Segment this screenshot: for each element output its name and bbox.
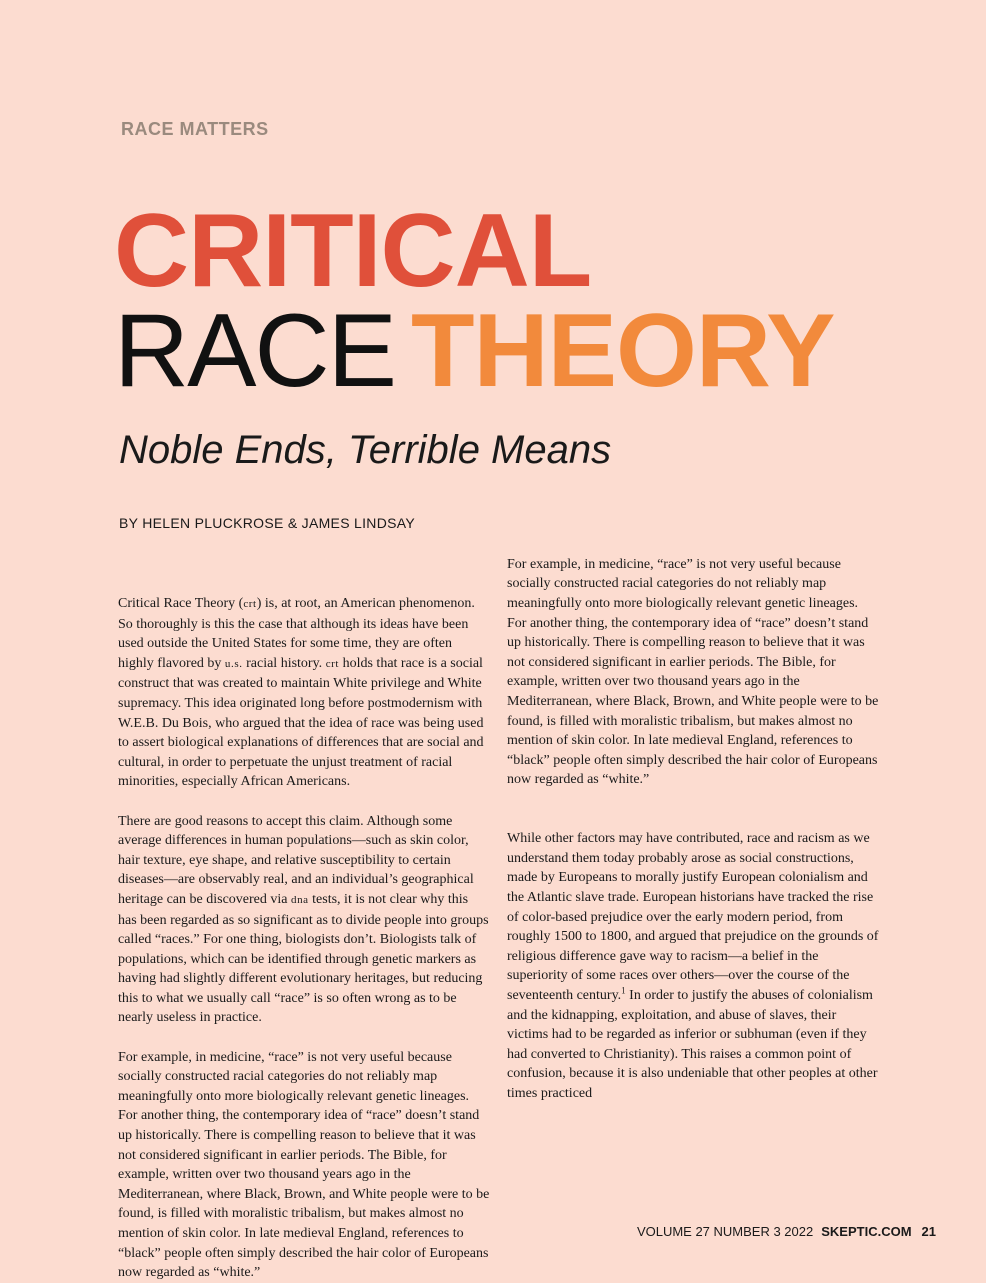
issue-info: VOLUME 27 NUMBER 3 2022 (636, 1224, 814, 1239)
paragraph-4: While other factors may have contributed, race and racism as we understand them today probably arose as social constructions, made by Europeans to morally justify European colonialism and the Atlantic slave trade. European historians have tracked the rise of color-based prejudice over the early modern period, from roughly 1500 to 1800, and argued that prejudice on the grounds of religious difference gave way to racism—a belief in the superiority of some races over others—over the course of the seventeenth century.$^1$ In order to justify the abuses of colonialism and the kidnapping, exploitation, and abuse of slaves, their victims had to be regarded as inferior or subhuman (even if they had converted to Christianity). This raises a common point of confusion, because it is also undeniable that other peoples at other times practiced (507, 831, 879, 1101)
paragraph-2: There are good reasons to accept this claim. Although some average differences in human populations—such as skin color, hair texture, eye shape, and relative susceptibility to certain diseases—are observably real, and an individual’s geographical heritage can be discovered via dna tests, it is not clear why this has been regarded as so significant as to divide people into groups called “races.” For one thing, biologists don’t. Biologists talk of populations, which can be identified through genetic markers as having had slightly different evolutionary heritages, but reducing this to what we usually call “race” is so often wrong as to be nearly useless in practice. (118, 813, 489, 1026)
paragraph-1: Critical Race Theory (crt) is, at root, an American phenomenon. So thoroughly is this the case that although its ideas have been used outside the United States for some time, they are often highly flavored by u.s. racial history. crt holds that race is a social construct that was created to maintain White privilege and White supremacy. This idea originated long before postmodernism with W.E.B. Du Bois, who argued that the idea of race was being used to assert biological explanations of differences that are social and cultural, in order to perpetuate the unjust treatment of racial minorities, especially African Americans. (118, 596, 484, 790)
body-column-right (507, 556, 879, 1123)
footnote-marker: 1 (621, 985, 626, 996)
byline: BY HELEN PLUCKROSE & JAMES LINDSAY (119, 515, 415, 531)
abbr-dna: dna (290, 893, 309, 906)
paragraph-3: For example, in medicine, “race” is not very useful because socially constructed racial categories do not reliably map meaningfully onto more biologically relevant genetic lineages. For another thing, the contemporary idea of “race” doesn’t stand up historically. There is compelling reason to believe that it was not considered significant in earlier periods. The Bible, for example, written over two thousand years ago in the Mediterranean, where Black, Brown, and White people were to be found, is filled with moralistic tribalism, but makes almost no mention of skin color. In late medieval England, references to “black” people often simply described the hair color of Europeans now regarded as “white.” (118, 1049, 490, 1281)
paragraph-3-continued: For example, in medicine, “race” is not very useful because socially constructed racial categories do not reliably map meaningfully onto more biologically relevant genetic lineages. For another thing, the contemporary idea of “race” doesn’t stand up historically. There is compelling reason to believe that it was not considered significant in earlier periods. The Bible, for example, written over two thousand years ago in the Mediterranean, where Black, Brown, and White people were to be found, is filled with moralistic tribalism, but makes almost no mention of skin color. In late medieval England, references to “black” people often simply described the hair color of Europeans now regarded as “white.” (507, 556, 879, 788)
page-number: 21 (921, 1224, 936, 1239)
title-race: RACE (114, 293, 395, 409)
title-critical: CRITICAL (114, 193, 592, 309)
body-column-left (118, 594, 490, 1281)
abbr-crt: crt (243, 598, 257, 610)
abbr-crt: crt (325, 657, 340, 670)
section-label: RACE MATTERS (121, 119, 269, 139)
title-line2 (114, 293, 835, 409)
abbr-us: u.s. (224, 657, 243, 670)
title-theory: THEORY (410, 293, 835, 409)
site-name: SKEPTIC.COM (821, 1224, 912, 1239)
subtitle: Noble Ends, Terrible Means (119, 428, 612, 472)
page-footer (637, 1224, 936, 1239)
